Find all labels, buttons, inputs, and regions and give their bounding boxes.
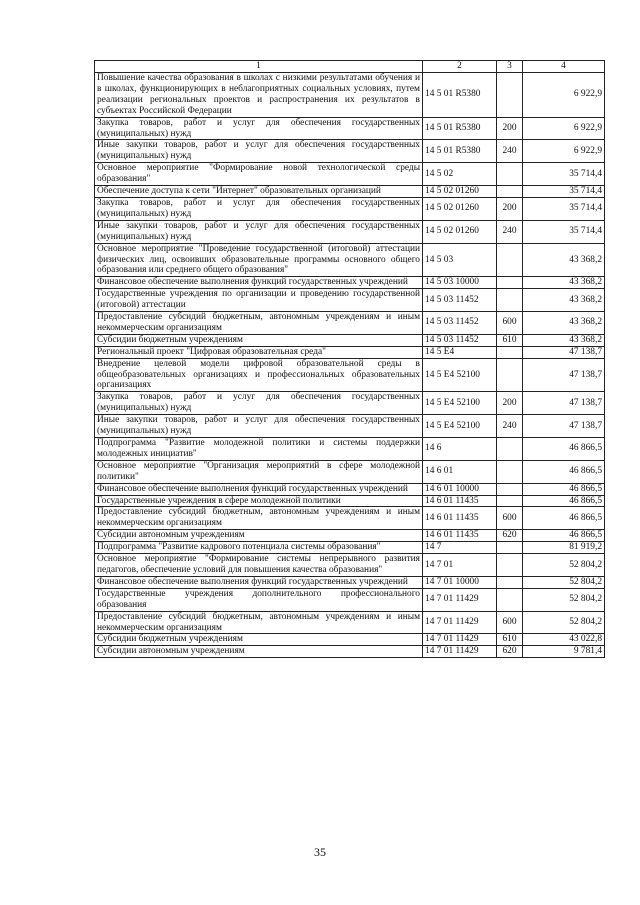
row-expense-type-cell	[497, 289, 523, 312]
table-body	[95, 73, 605, 658]
row-name-cell: Финансовое обеспечение выполнения функций государственных учреждений	[95, 576, 423, 588]
row-amount-cell: 46 866,5	[523, 507, 605, 530]
row-code-cell: 14 6	[423, 438, 497, 461]
row-expense-type-cell: 240	[497, 415, 523, 438]
row-name-cell: Внедрение целевой модели цифровой образовательной среды в общеобразовательных организациях и профессиональных образовательных организациях	[95, 358, 423, 392]
row-code-cell: 14 7 01	[423, 554, 497, 577]
table-row	[95, 588, 605, 611]
table-row	[95, 334, 605, 346]
table-row	[95, 611, 605, 634]
row-code-cell: 14 5 02 01260	[423, 220, 497, 243]
row-amount-cell: 81 919,2	[523, 542, 605, 554]
budget-table	[94, 60, 605, 658]
table-row	[95, 415, 605, 438]
table-row	[95, 243, 605, 277]
row-expense-type-cell	[497, 346, 523, 358]
table-row	[95, 312, 605, 335]
row-amount-cell: 52 804,2	[523, 588, 605, 611]
row-code-cell: 14 5 E4 52100	[423, 415, 497, 438]
table-row	[95, 507, 605, 530]
row-name-cell: Подпрограмма "Развитие кадрового потенциала системы образования"	[95, 542, 423, 554]
row-expense-type-cell	[497, 438, 523, 461]
row-name-cell: Иные закупки товаров, работ и услуг для обеспечения государственных (муниципальных) нужд	[95, 415, 423, 438]
row-name-cell: Финансовое обеспечение выполнения функций государственных учреждений	[95, 483, 423, 495]
row-code-cell: 14 6 01 11435	[423, 530, 497, 542]
table-row	[95, 483, 605, 495]
row-amount-cell: 46 866,5	[523, 495, 605, 507]
row-amount-cell: 47 138,7	[523, 415, 605, 438]
table-row	[95, 140, 605, 163]
row-code-cell: 14 7 01 10000	[423, 576, 497, 588]
table-row	[95, 346, 605, 358]
row-name-cell: Подпрограмма "Развитие молодежной политики и системы поддержки молодежных инициатив"	[95, 438, 423, 461]
row-code-cell: 14 5 01 R5380	[423, 140, 497, 163]
row-amount-cell: 47 138,7	[523, 358, 605, 392]
row-expense-type-cell: 600	[497, 611, 523, 634]
row-expense-type-cell	[497, 163, 523, 186]
row-expense-type-cell	[497, 483, 523, 495]
row-code-cell: 14 5 E4 52100	[423, 358, 497, 392]
row-expense-type-cell	[497, 358, 523, 392]
row-expense-type-cell: 600	[497, 312, 523, 335]
row-amount-cell: 9 781,4	[523, 646, 605, 658]
row-amount-cell: 43 368,2	[523, 312, 605, 335]
table-row	[95, 392, 605, 415]
row-amount-cell: 46 866,5	[523, 530, 605, 542]
row-code-cell: 14 5 03	[423, 243, 497, 277]
row-amount-cell: 6 922,9	[523, 117, 605, 140]
row-code-cell: 14 5 01 R5380	[423, 117, 497, 140]
row-expense-type-cell: 610	[497, 634, 523, 646]
row-expense-type-cell	[497, 554, 523, 577]
table-row	[95, 576, 605, 588]
row-amount-cell: 35 714,4	[523, 163, 605, 186]
row-amount-cell: 46 866,5	[523, 483, 605, 495]
row-code-cell: 14 5 03 11452	[423, 312, 497, 335]
row-name-cell: Субсидии автономным учреждениям	[95, 530, 423, 542]
row-name-cell: Государственные учреждения дополнительного профессионального образования	[95, 588, 423, 611]
table-row	[95, 289, 605, 312]
table-row	[95, 186, 605, 198]
row-code-cell: 14 5 E4	[423, 346, 497, 358]
table-row	[95, 358, 605, 392]
table-row	[95, 554, 605, 577]
row-code-cell: 14 7 01 11429	[423, 634, 497, 646]
row-name-cell: Государственные учреждения в сфере молодежной политики	[95, 495, 423, 507]
table-row	[95, 220, 605, 243]
table-row	[95, 197, 605, 220]
column-header-3: 3	[497, 61, 523, 73]
row-name-cell: Иные закупки товаров, работ и услуг для обеспечения государственных (муниципальных) нужд	[95, 140, 423, 163]
row-expense-type-cell	[497, 588, 523, 611]
row-expense-type-cell: 200	[497, 392, 523, 415]
row-expense-type-cell	[497, 186, 523, 198]
row-expense-type-cell	[497, 460, 523, 483]
row-code-cell: 14 6 01 11435	[423, 507, 497, 530]
row-amount-cell: 52 804,2	[523, 576, 605, 588]
row-expense-type-cell	[497, 542, 523, 554]
row-code-cell: 14 7 01 11429	[423, 611, 497, 634]
row-amount-cell: 6 922,9	[523, 140, 605, 163]
row-amount-cell: 35 714,4	[523, 197, 605, 220]
row-name-cell: Предоставление субсидий бюджетным, автономным учреждениям и иным некоммерческим организациям	[95, 507, 423, 530]
table-row	[95, 542, 605, 554]
table-row	[95, 117, 605, 140]
row-expense-type-cell: 620	[497, 530, 523, 542]
row-amount-cell: 35 714,4	[523, 186, 605, 198]
row-name-cell: Предоставление субсидий бюджетным, автономным учреждениям и иным некоммерческим организациям	[95, 312, 423, 335]
row-name-cell: Закупка товаров, работ и услуг для обеспечения государственных (муниципальных) нужд	[95, 392, 423, 415]
row-amount-cell: 43 368,2	[523, 334, 605, 346]
row-name-cell: Основное мероприятие "Организация мероприятий в сфере молодежной политики"	[95, 460, 423, 483]
row-expense-type-cell: 600	[497, 507, 523, 530]
row-code-cell: 14 5 E4 52100	[423, 392, 497, 415]
row-amount-cell: 47 138,7	[523, 346, 605, 358]
table-row	[95, 438, 605, 461]
row-code-cell: 14 5 02 01260	[423, 186, 497, 198]
row-expense-type-cell	[497, 243, 523, 277]
row-code-cell: 14 5 02	[423, 163, 497, 186]
row-expense-type-cell: 200	[497, 197, 523, 220]
row-name-cell: Региональный проект "Цифровая образовательная среда"	[95, 346, 423, 358]
row-expense-type-cell	[497, 73, 523, 118]
table-header-row	[95, 61, 605, 73]
row-name-cell: Обеспечение доступа к сети "Интернет" образовательных организаций	[95, 186, 423, 198]
table-row	[95, 634, 605, 646]
table-row	[95, 530, 605, 542]
row-name-cell: Субсидии бюджетным учреждениям	[95, 334, 423, 346]
row-name-cell: Закупка товаров, работ и услуг для обеспечения государственных (муниципальных) нужд	[95, 117, 423, 140]
row-code-cell: 14 5 01 R5380	[423, 73, 497, 118]
row-name-cell: Субсидии бюджетным учреждениям	[95, 634, 423, 646]
row-name-cell: Государственные учреждения по организации и проведению государственной (итоговой) аттестации	[95, 289, 423, 312]
table-row	[95, 646, 605, 658]
row-name-cell: Основное мероприятие "Формирование системы непрерывного развития педагогов, обеспечение условий для повышения качества образования"	[95, 554, 423, 577]
page-number: 35	[314, 845, 326, 859]
row-amount-cell: 6 922,9	[523, 73, 605, 118]
row-expense-type-cell	[497, 277, 523, 289]
row-code-cell: 14 5 02 01260	[423, 197, 497, 220]
row-expense-type-cell: 200	[497, 117, 523, 140]
row-amount-cell: 52 804,2	[523, 611, 605, 634]
row-expense-type-cell: 620	[497, 646, 523, 658]
row-name-cell: Предоставление субсидий бюджетным, автономным учреждениям и иным некоммерческим организациям	[95, 611, 423, 634]
row-expense-type-cell	[497, 495, 523, 507]
row-expense-type-cell: 610	[497, 334, 523, 346]
column-header-1: 1	[95, 61, 423, 73]
row-amount-cell: 46 866,5	[523, 438, 605, 461]
table-row	[95, 277, 605, 289]
row-name-cell: Финансовое обеспечение выполнения функций государственных учреждений	[95, 277, 423, 289]
table-row	[95, 495, 605, 507]
row-amount-cell: 43 368,2	[523, 289, 605, 312]
row-name-cell: Основное мероприятие "Проведение государственной (итоговой) аттестации физических лиц, освоивших образовательные программы основного общего образования или среднего общего образования"	[95, 243, 423, 277]
row-amount-cell: 46 866,5	[523, 460, 605, 483]
row-amount-cell: 43 368,2	[523, 243, 605, 277]
row-code-cell: 14 6 01	[423, 460, 497, 483]
row-code-cell: 14 6 01 10000	[423, 483, 497, 495]
row-code-cell: 14 7 01 11429	[423, 588, 497, 611]
row-name-cell: Субсидии автономным учреждениям	[95, 646, 423, 658]
row-name-cell: Повышение качества образования в школах с низкими результатами обучения и в школах, функционирующих в неблагоприятных социальных условиях, путем реализации региональных проектов и распространения их результатов в субъектах Российской Федерации	[95, 73, 423, 118]
row-code-cell: 14 5 03 11452	[423, 334, 497, 346]
row-expense-type-cell	[497, 576, 523, 588]
table-row	[95, 163, 605, 186]
row-amount-cell: 43 368,2	[523, 277, 605, 289]
column-header-2: 2	[423, 61, 497, 73]
row-code-cell: 14 5 03 10000	[423, 277, 497, 289]
table-row	[95, 460, 605, 483]
row-amount-cell: 35 714,4	[523, 220, 605, 243]
row-amount-cell: 43 022,8	[523, 634, 605, 646]
table-row	[95, 73, 605, 118]
column-header-4: 4	[523, 61, 605, 73]
row-amount-cell: 52 804,2	[523, 554, 605, 577]
row-expense-type-cell: 240	[497, 140, 523, 163]
row-name-cell: Закупка товаров, работ и услуг для обеспечения государственных (муниципальных) нужд	[95, 197, 423, 220]
row-name-cell: Основное мероприятие "Формирование новой технологической среды образования"	[95, 163, 423, 186]
row-amount-cell: 47 138,7	[523, 392, 605, 415]
row-name-cell: Иные закупки товаров, работ и услуг для обеспечения государственных (муниципальных) нужд	[95, 220, 423, 243]
row-expense-type-cell: 240	[497, 220, 523, 243]
row-code-cell: 14 5 03 11452	[423, 289, 497, 312]
row-code-cell: 14 6 01 11435	[423, 495, 497, 507]
row-code-cell: 14 7 01 11429	[423, 646, 497, 658]
row-code-cell: 14 7	[423, 542, 497, 554]
